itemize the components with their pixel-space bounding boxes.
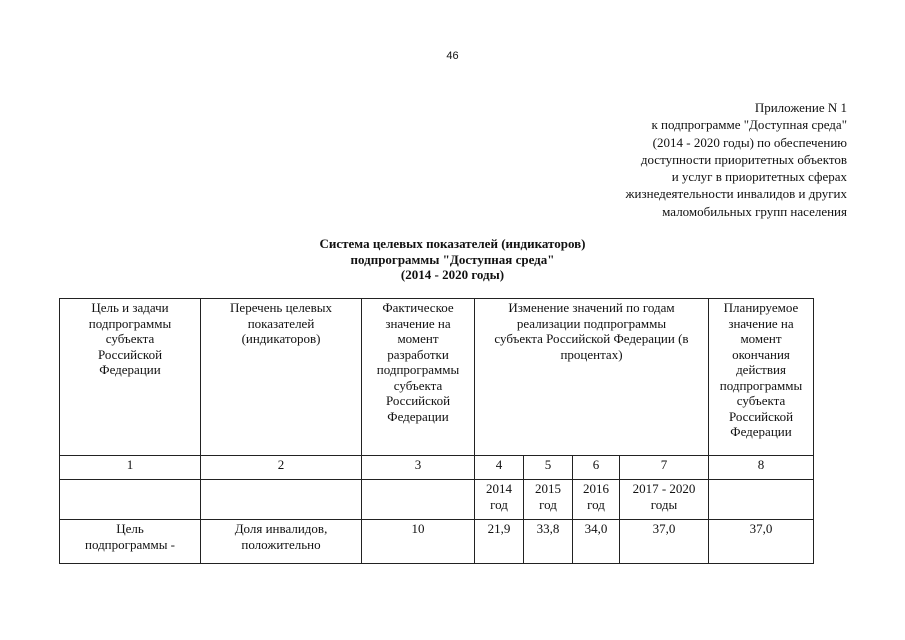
indicators-table (59, 298, 814, 564)
value-2016-cell: 34,0 (573, 520, 620, 564)
appendix-note (626, 99, 847, 220)
table-row (60, 520, 814, 564)
header-actual: Фактическое значение на момент разработки подпрограммы субъекта Российской Федерации (362, 299, 475, 456)
header-row (60, 299, 814, 456)
appendix-line: (2014 - 2020 годы) по обеспечению (652, 134, 847, 150)
header-yearly-change: Изменение значений по годам реализации подпрограммы субъекта Российской Федерации (в процентах) (475, 299, 709, 456)
document-title (0, 236, 905, 283)
appendix-line: к подпрограмме "Доступная среда" (651, 117, 847, 133)
actual-value-cell: 10 (362, 520, 475, 564)
year-2017-2020: 2017 - 2020 годы (620, 480, 709, 520)
title-line: (2014 - 2020 годы) (400, 267, 505, 282)
year-row (60, 480, 814, 520)
goal-cell: Цель подпрограммы - (60, 520, 201, 564)
year-2014: 2014 год (475, 480, 524, 520)
year-2015: 2015 год (524, 480, 573, 520)
header-goal: Цель и задачи подпрограммы субъекта Российской Федерации (60, 299, 201, 456)
column-number: 6 (573, 456, 620, 480)
value-2017-2020-cell: 37,0 (620, 520, 709, 564)
planned-value-cell: 37,0 (709, 520, 814, 564)
page-number: 46 (446, 50, 459, 62)
appendix-line: маломобильных групп населения (662, 203, 847, 219)
empty-cell (362, 480, 475, 520)
header-indicator: Перечень целевых показателей (индикаторов) (201, 299, 362, 456)
indicator-cell: Доля инвалидов, положительно (201, 520, 362, 564)
empty-cell (709, 480, 814, 520)
title-line: подпрограммы "Доступная среда" (350, 251, 555, 267)
header-planned: Планируемое значение на момент окончания действия подпрограммы субъекта Российской Федерации (709, 299, 814, 456)
column-number-row (60, 456, 814, 480)
value-2014-cell: 21,9 (475, 520, 524, 564)
column-number: 3 (362, 456, 475, 480)
appendix-line: доступности приоритетных объектов (640, 151, 847, 167)
column-number: 4 (475, 456, 524, 480)
column-number: 2 (201, 456, 362, 480)
empty-cell (201, 480, 362, 520)
value-2015-cell: 33,8 (524, 520, 573, 564)
appendix-line: Приложение N 1 (754, 100, 847, 115)
appendix-line: и услуг в приоритетных сферах (671, 169, 847, 185)
year-2016: 2016 год (573, 480, 620, 520)
column-number: 1 (60, 456, 201, 480)
column-number: 5 (524, 456, 573, 480)
empty-cell (60, 480, 201, 520)
column-number: 7 (620, 456, 709, 480)
column-number: 8 (709, 456, 814, 480)
title-line: Система целевых показателей (индикаторов) (319, 236, 586, 251)
appendix-line: жизнедеятельности инвалидов и других (625, 186, 847, 202)
